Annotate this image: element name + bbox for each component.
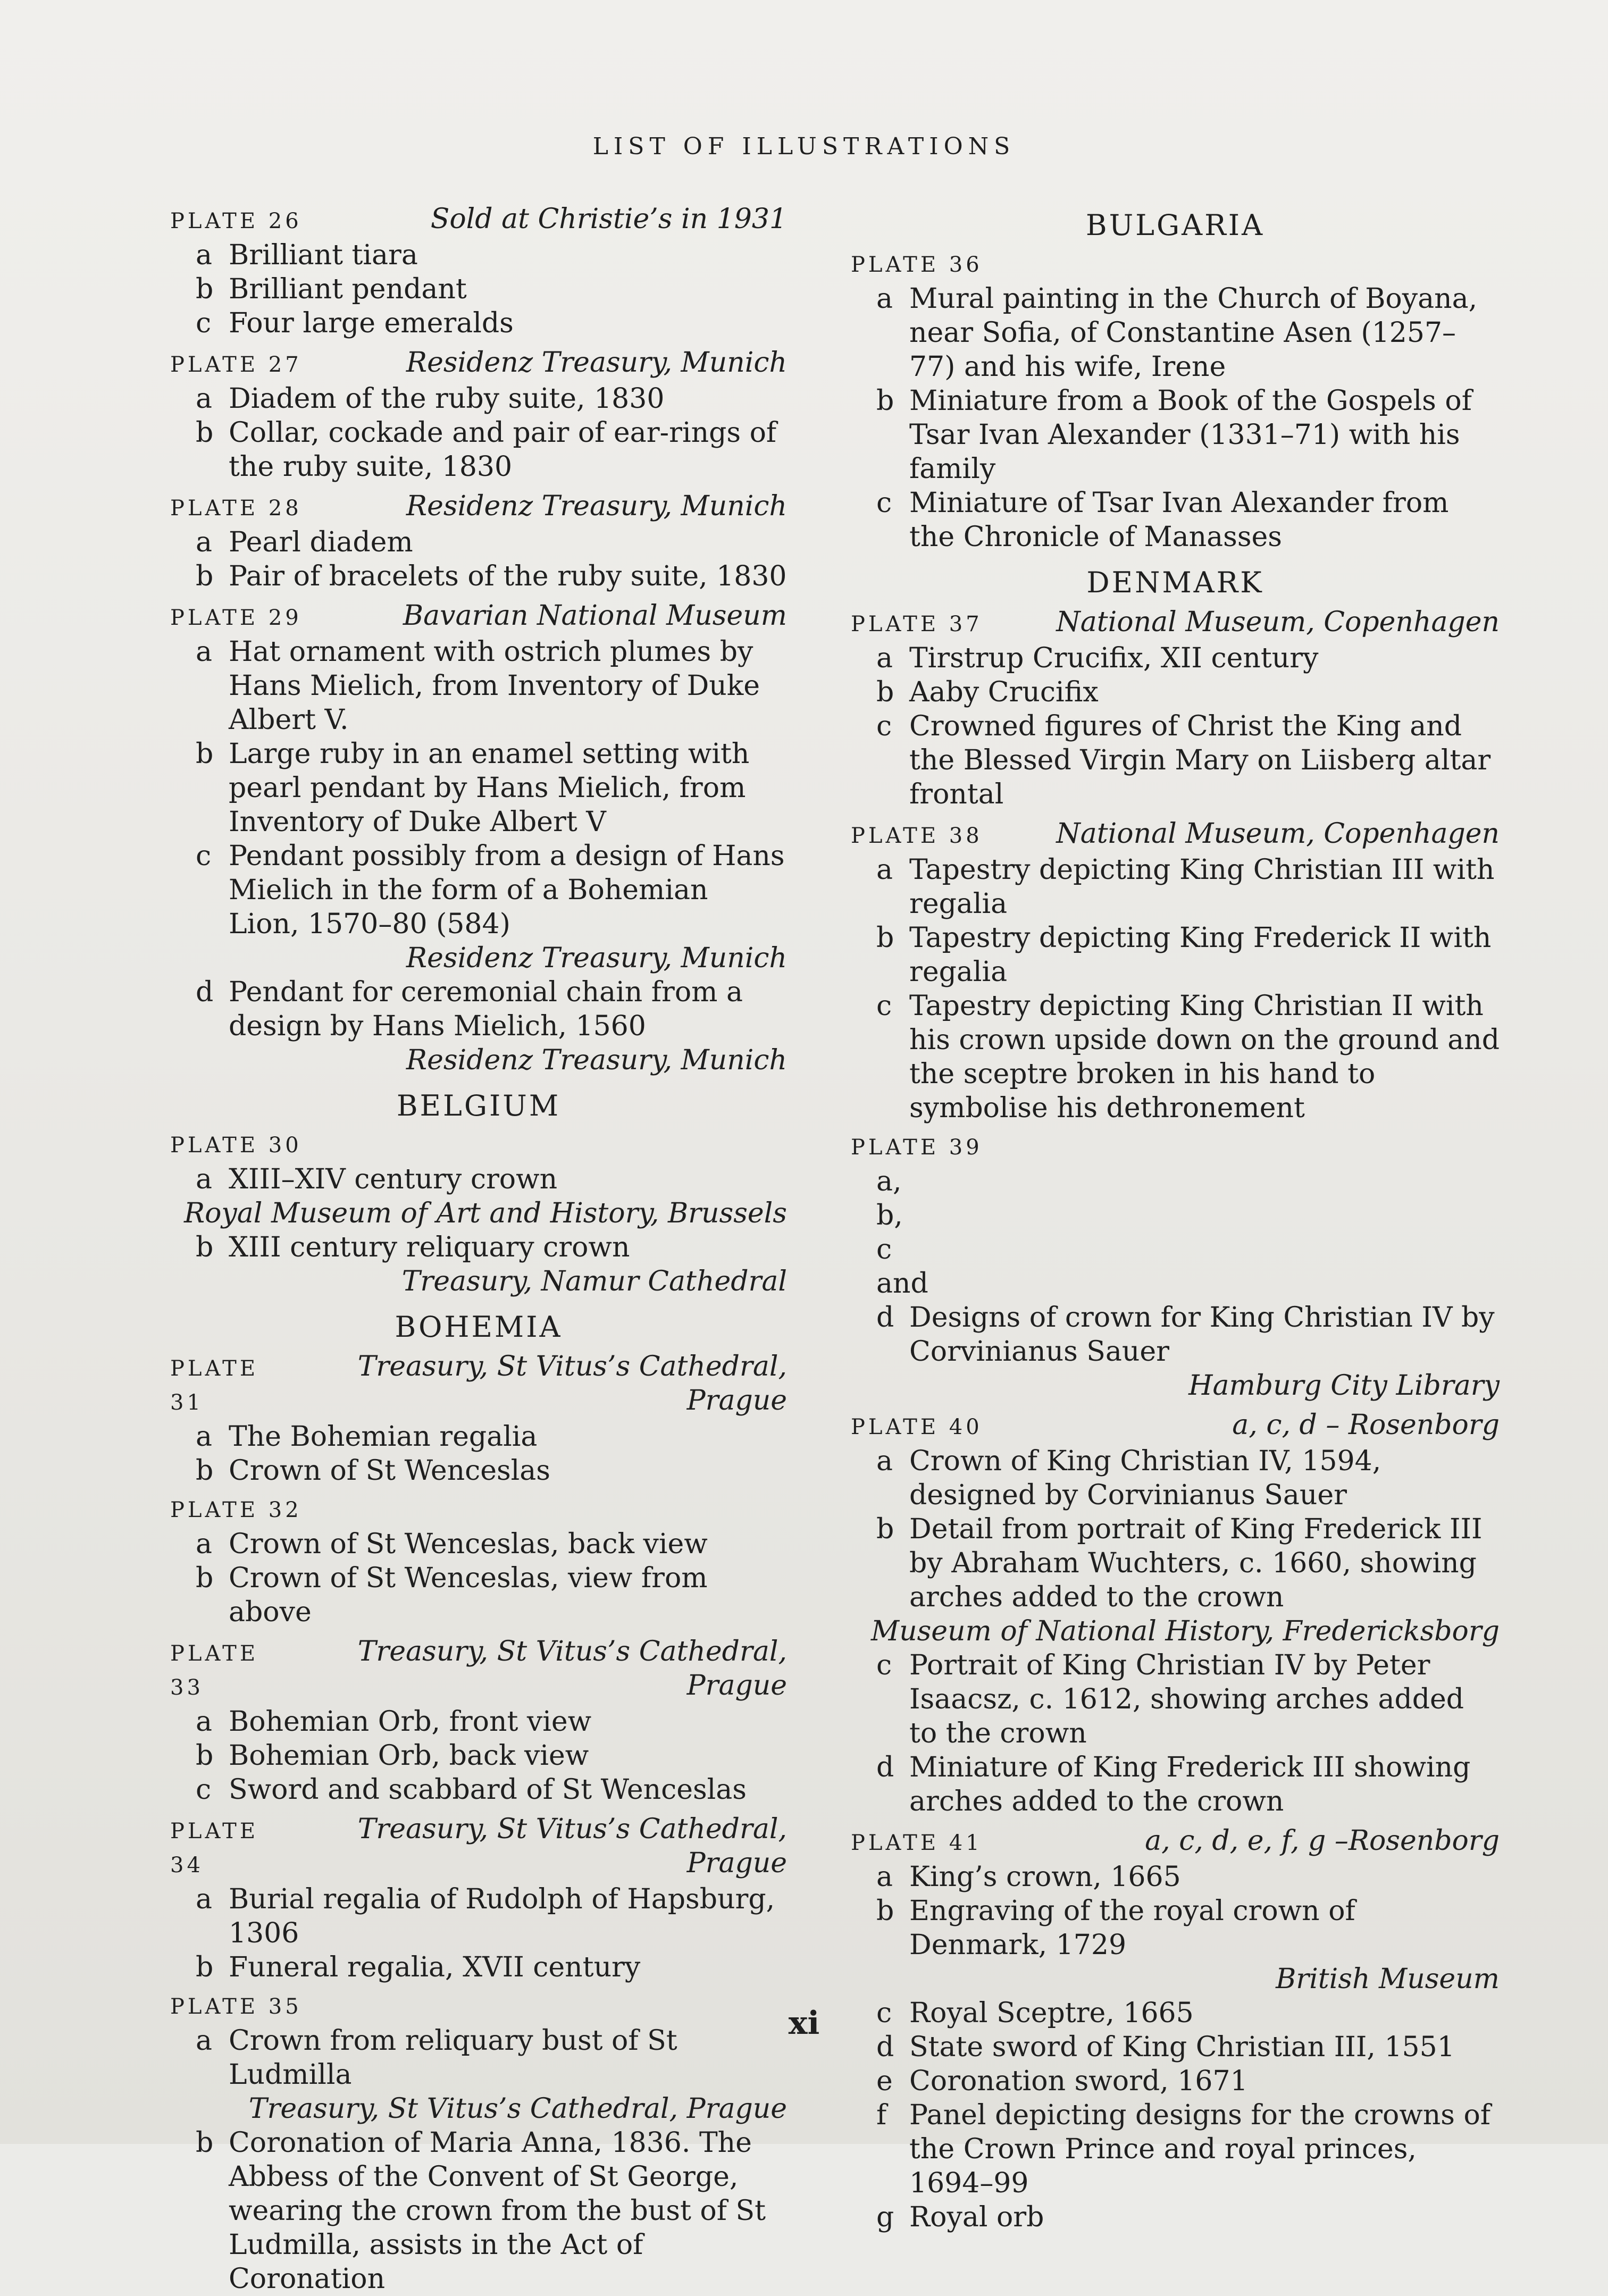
item-letter: c — [876, 710, 892, 742]
plate-source: National Museum, Copenhagen — [1056, 606, 1500, 638]
item-letter: b — [196, 560, 214, 592]
item-text: Tapestry depicting King Frederick II with regalia — [909, 922, 1492, 988]
item-letter: a — [196, 2025, 213, 2057]
item-source: Residenz Treasury, Munich — [406, 1044, 787, 1076]
plate-label: PLATE 38 — [851, 824, 983, 848]
plate-label: PLATE 26 — [170, 209, 302, 233]
illustration-item — [851, 1648, 1500, 1750]
illustration-item — [170, 737, 787, 839]
item-text: State sword of King Christian III, 1551 — [909, 2031, 1455, 2063]
item-text: Brilliant pendant — [229, 273, 467, 305]
plate-entry — [170, 346, 787, 484]
plate-source: Treasury, St Vitus’s Cathedral, Prague — [357, 1351, 787, 1417]
plate-header — [170, 202, 787, 238]
illustration-item — [851, 989, 1500, 1125]
section-heading: DENMARK — [1086, 566, 1264, 599]
item-source: Hamburg City Library — [1188, 1370, 1500, 1402]
item-source: Royal Museum of Art and History, Brussels — [183, 1197, 787, 1229]
illustration-item — [170, 559, 787, 593]
illustration-item — [851, 1860, 1500, 1894]
illustration-item — [170, 2126, 787, 2296]
item-letter: a, b, c and d — [876, 1166, 928, 1334]
plate-entry — [851, 1130, 1500, 1403]
item-text: Pearl diadem — [229, 526, 413, 558]
plate-source: Residenz Treasury, Munich — [406, 347, 787, 379]
plate-label: PLATE 37 — [851, 612, 983, 636]
item-letter: c — [196, 307, 212, 339]
illustration-item — [851, 2064, 1500, 2098]
item-letter: b — [876, 1513, 894, 1545]
item-letter: a — [196, 239, 213, 271]
item-text: Collar, cockade and pair of ear-rings of the ruby suite, 1830 — [229, 417, 777, 483]
item-letter: c — [876, 1997, 892, 2029]
item-letter: b — [196, 417, 214, 449]
item-text: Royal Sceptre, 1665 — [909, 1997, 1194, 2029]
item-source: Treasury, St Vitus’s Cathedral, Prague — [248, 2093, 787, 2125]
plate-header — [851, 248, 1500, 282]
item-text: Tapestry depicting King Christian II with his crown upside down on the ground and the sceptre broken in his hand to symbolise his dethronement — [909, 990, 1500, 1124]
illustration-item — [851, 1894, 1500, 1962]
item-text: Bohemian Orb, back view — [229, 1740, 589, 1772]
item-text: Aaby Crucifix — [909, 676, 1099, 708]
plate-header — [170, 1128, 787, 1162]
item-source: British Museum — [1276, 1963, 1500, 1995]
illustration-item — [170, 272, 787, 306]
plate-label: PLATE 27 — [170, 353, 302, 377]
item-text: Hat ornament with ostrich plumes by Hans Mielich, from Inventory of Duke Albert V. — [229, 636, 760, 736]
item-letter: c — [876, 487, 892, 519]
plate-header — [851, 817, 1500, 853]
item-text: Panel depicting designs for the crowns of the Crown Prince and royal princes, 1694–99 — [909, 2099, 1491, 2199]
plate-entry — [170, 1493, 787, 1629]
illustration-item — [851, 1164, 1500, 1369]
item-letter: a — [876, 1861, 893, 1893]
plate-header — [170, 489, 787, 525]
page-number: xi — [788, 2005, 820, 2042]
plate-source: Residenz Treasury, Munich — [406, 490, 787, 522]
plate-entry — [170, 202, 787, 340]
item-letter: e — [876, 2065, 893, 2097]
section-heading: BELGIUM — [396, 1089, 561, 1122]
item-letter: f — [876, 2099, 887, 2131]
item-letter: b — [876, 385, 894, 417]
section-heading: BULGARIA — [1085, 208, 1265, 242]
plate-entry — [170, 489, 787, 593]
item-text: Miniature of Tsar Ivan Alexander from the Chronicle of Manasses — [909, 487, 1449, 553]
illustration-item — [170, 306, 787, 340]
item-text: Royal orb — [909, 2201, 1044, 2233]
illustration-item — [851, 709, 1500, 811]
plate-entry — [170, 1128, 787, 1298]
plate-entry — [851, 605, 1500, 811]
item-text: Crown from reliquary bust of St Ludmilla — [229, 2025, 677, 2091]
item-text: Diadem of the ruby suite, 1830 — [229, 383, 665, 415]
item-text: Burial regalia of Rudolph of Hapsburg, 1306 — [229, 1883, 775, 1949]
item-letter: d — [876, 2031, 894, 2063]
illustration-item — [170, 1420, 787, 1454]
item-text: Funeral regalia, XVII century — [229, 1951, 641, 1983]
item-text: The Bohemian regalia — [229, 1421, 538, 1453]
item-letter: c — [876, 990, 892, 1022]
plate-label: PLATE 41 — [851, 1831, 983, 1855]
illustration-item — [170, 525, 787, 559]
illustration-item — [170, 1527, 787, 1561]
item-letter: c — [876, 1649, 892, 1681]
plate-entry — [170, 599, 787, 1077]
illustration-item — [170, 1705, 787, 1739]
illustration-item — [851, 921, 1500, 989]
item-text: Coronation sword, 1671 — [909, 2065, 1248, 2097]
illustration-item — [170, 416, 787, 484]
item-letter: a — [876, 854, 893, 886]
item-text: Mural painting in the Church of Boyana, near Sofia, of Constantine Asen (1257–77) and his wife, Irene — [909, 283, 1478, 383]
item-text: Crown of St Wenceslas — [229, 1455, 550, 1487]
item-text: Portrait of King Christian IV by Peter Isaacsz, c. 1612, showing arches added to the crown — [909, 1649, 1464, 1749]
plate-header — [851, 1824, 1500, 1860]
illustration-item — [170, 238, 787, 272]
item-text: King’s crown, 1665 — [909, 1861, 1181, 1893]
plate-header — [170, 1812, 787, 1882]
plate-header — [851, 1408, 1500, 1444]
illustration-item — [851, 1512, 1500, 1614]
item-text: Four large emeralds — [229, 307, 514, 339]
item-letter: b — [876, 922, 894, 954]
item-letter: b — [196, 738, 214, 770]
item-text: Crown of King Christian IV, 1594, designed by Corvinianus Sauer — [909, 1445, 1381, 1511]
item-letter: a — [876, 283, 893, 315]
illustration-item — [851, 384, 1500, 486]
item-text: Crown of St Wenceslas, view from above — [229, 1562, 708, 1628]
item-letter: b — [196, 1740, 214, 1772]
illustration-item — [170, 1561, 787, 1629]
plate-label: PLATE 33 — [170, 1641, 259, 1700]
illustration-item — [851, 853, 1500, 921]
item-letter: a — [876, 642, 893, 674]
item-text: Large ruby in an enamel setting with pearl pendant by Hans Mielich, from Inventory of Duke Albert V — [229, 738, 750, 838]
plate-source: Treasury, St Vitus’s Cathedral, Prague — [357, 1813, 787, 1879]
section-heading: BOHEMIA — [395, 1310, 563, 1344]
illustration-item — [851, 1750, 1500, 1819]
illustration-item — [170, 1773, 787, 1807]
plate-label: PLATE 28 — [170, 496, 302, 521]
item-letter: a — [196, 636, 213, 668]
illustration-item — [170, 839, 787, 941]
illustration-item — [851, 486, 1500, 554]
item-text: Tapestry depicting King Christian III with regalia — [909, 854, 1495, 920]
illustration-item — [170, 635, 787, 737]
page-header: LIST OF ILLUSTRATIONS — [592, 133, 1016, 160]
item-source: Museum of National History, Fredericksborg — [870, 1615, 1500, 1647]
illustration-item — [851, 675, 1500, 709]
item-letter: a — [196, 1883, 213, 1915]
item-letter: a — [196, 1163, 213, 1195]
item-letter: b — [196, 2127, 214, 2159]
plate-entry — [851, 817, 1500, 1125]
item-text: Brilliant tiara — [229, 239, 418, 271]
plate-entry — [170, 1635, 787, 1807]
item-letter: a — [196, 1421, 213, 1453]
plate-label: PLATE 31 — [170, 1356, 259, 1415]
plate-header — [851, 1130, 1500, 1164]
item-letter: b — [196, 1231, 214, 1263]
item-letter: g — [876, 2201, 894, 2233]
item-text: Bohemian Orb, front view — [229, 1706, 592, 1738]
illustration-item — [170, 1162, 787, 1196]
plate-header — [170, 1350, 787, 1420]
item-text: Tirstrup Crucifix, XII century — [909, 642, 1319, 674]
plate-header — [170, 346, 787, 382]
illustration-item — [851, 2200, 1500, 2234]
item-letter: b — [196, 1455, 214, 1487]
illustration-item — [170, 975, 787, 1043]
item-text: XIII–XIV century crown — [229, 1163, 558, 1195]
plate-entry — [170, 1812, 787, 1984]
item-text: Pair of bracelets of the ruby suite, 1830 — [229, 560, 787, 592]
illustration-item — [170, 382, 787, 416]
plate-label: PLATE 30 — [170, 1133, 302, 1158]
item-text: Coronation of Maria Anna, 1836. The Abbess of the Convent of St George, wearing the crown from the bust of St Ludmilla, assists in the Act of Coronation — [229, 2127, 766, 2295]
item-letter: d — [196, 976, 214, 1008]
item-text: Sword and scabbard of St Wenceslas — [229, 1774, 747, 1806]
plate-header — [851, 605, 1500, 641]
plate-source: National Museum, Copenhagen — [1056, 818, 1500, 850]
plate-header — [170, 1635, 787, 1705]
plate-entry — [851, 1408, 1500, 1819]
plate-source: a, c, d – Rosenborg — [1232, 1409, 1500, 1441]
item-text: Engraving of the royal crown of Denmark, 1729 — [909, 1895, 1355, 1961]
illustration-item — [851, 2098, 1500, 2200]
item-letter: b — [876, 676, 894, 708]
plate-entry — [851, 248, 1500, 554]
plate-label: PLATE 34 — [170, 1819, 259, 1878]
item-letter: a — [196, 526, 213, 558]
illustration-item — [851, 1444, 1500, 1512]
item-source: Residenz Treasury, Munich — [406, 942, 787, 974]
item-text: Designs of crown for King Christian IV by Corvinianus Sauer — [909, 1302, 1495, 1368]
illustration-item — [170, 1882, 787, 1950]
item-source: Treasury, Namur Cathedral — [401, 1266, 787, 1297]
item-letter: b — [876, 1895, 894, 1927]
illustration-item — [170, 1230, 787, 1264]
item-letter: c — [196, 840, 212, 872]
item-text: Miniature of King Frederick III showing arches added to the crown — [909, 1752, 1471, 1817]
item-text: XIII century reliquary crown — [229, 1231, 630, 1263]
item-letter: a — [196, 383, 213, 415]
plate-source: Bavarian National Museum — [403, 600, 787, 632]
plate-entry — [170, 1350, 787, 1488]
illustration-item — [851, 641, 1500, 675]
plate-label: PLATE 29 — [170, 606, 302, 630]
item-text: Crown of St Wenceslas, back view — [229, 1528, 708, 1560]
item-letter: c — [196, 1774, 212, 1806]
illustration-item — [170, 1950, 787, 1984]
illustration-item — [170, 1454, 787, 1488]
item-letter: a — [876, 1445, 893, 1477]
plate-label: PLATE 32 — [170, 1498, 302, 1522]
plate-source: Sold at Christie’s in 1931 — [430, 203, 787, 235]
illustration-item — [170, 1739, 787, 1773]
item-text: Miniature from a Book of the Gospels of Tsar Ivan Alexander (1331–71) with his family — [909, 385, 1472, 485]
item-letter: b — [196, 1562, 214, 1594]
item-letter: a — [196, 1706, 213, 1738]
plate-header — [170, 599, 787, 635]
item-text: Pendant possibly from a design of Hans Mielich in the form of a Bohemian Lion, 1570–80 (584) — [229, 840, 785, 940]
item-letter: a — [196, 1528, 213, 1560]
item-letter: d — [876, 1752, 894, 1783]
plate-source: a, c, d, e, f, g –Rosenborg — [1145, 1825, 1500, 1857]
plate-label: PLATE 36 — [851, 253, 983, 277]
item-letter: b — [196, 1951, 214, 1983]
plate-header — [170, 1493, 787, 1527]
plate-source: Treasury, St Vitus’s Cathedral, Prague — [357, 1636, 787, 1702]
item-text: Pendant for ceremonial chain from a design by Hans Mielich, 1560 — [229, 976, 743, 1042]
plate-label: PLATE 35 — [170, 1995, 302, 2019]
item-text: Detail from portrait of King Frederick III by Abraham Wuchters, c. 1660, showing arches added to the crown — [909, 1513, 1483, 1613]
right-column — [851, 197, 1500, 2234]
item-letter: b — [196, 273, 214, 305]
plate-label: PLATE 40 — [851, 1415, 983, 1439]
item-text: Crowned figures of Christ the King and the Blessed Virgin Mary on Liisberg altar frontal — [909, 710, 1491, 810]
left-column — [170, 197, 787, 2296]
plate-label: PLATE 39 — [851, 1135, 983, 1160]
illustration-item — [851, 282, 1500, 384]
